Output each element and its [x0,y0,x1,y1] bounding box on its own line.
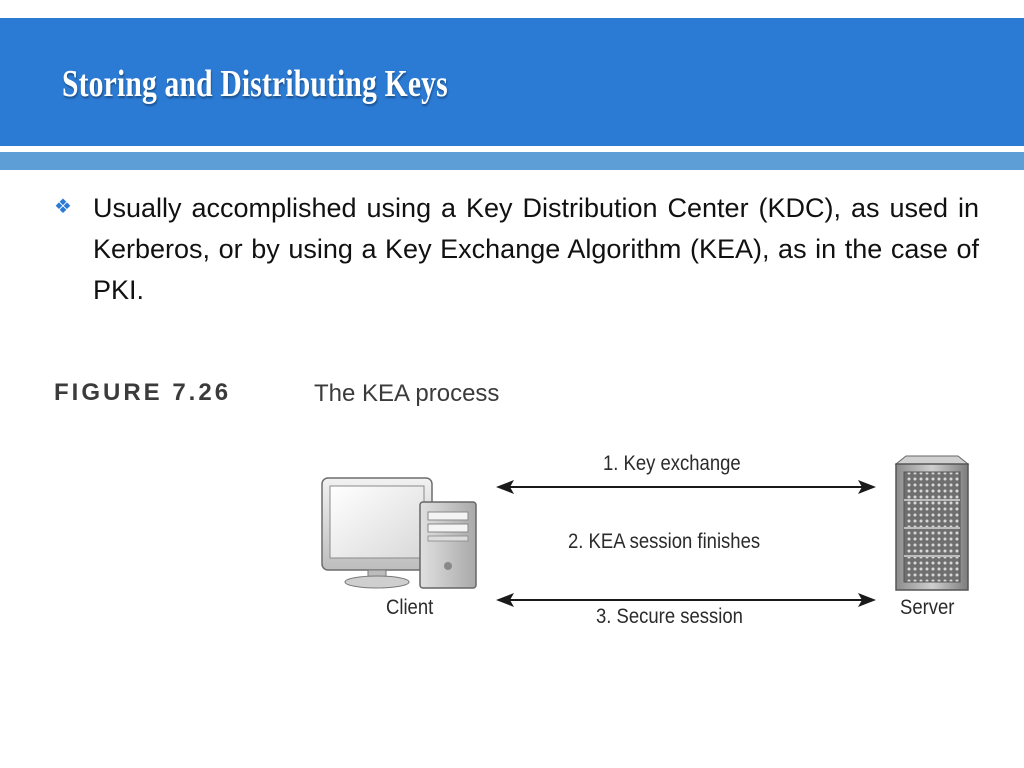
figure-caption: The KEA process [314,380,500,407]
accent-rule [0,152,1024,170]
slide-title: Storing and Distributing Keys [62,63,448,105]
step-2-label: 2. KEA session finishes [568,530,761,553]
step-1-label: 1. Key exchange [603,452,741,475]
figure-number: FIGURE 7.26 [54,379,232,406]
key-exchange-arrow [496,480,876,494]
step-3-label: 3. Secure session [596,605,743,628]
client-computer-icon [322,478,476,588]
client-label: Client [386,596,434,619]
server-rack-icon [896,456,968,590]
server-label: Server [900,596,955,619]
diamond-bullet-icon: ❖ [54,194,72,218]
kea-diagram [300,440,1000,650]
bullet-text: Usually accomplished using a Key Distribution Center (KDC), as used in Kerberos, or by using a Key Exchange Algorithm (KEA), as in the case of PKI. [93,193,979,305]
